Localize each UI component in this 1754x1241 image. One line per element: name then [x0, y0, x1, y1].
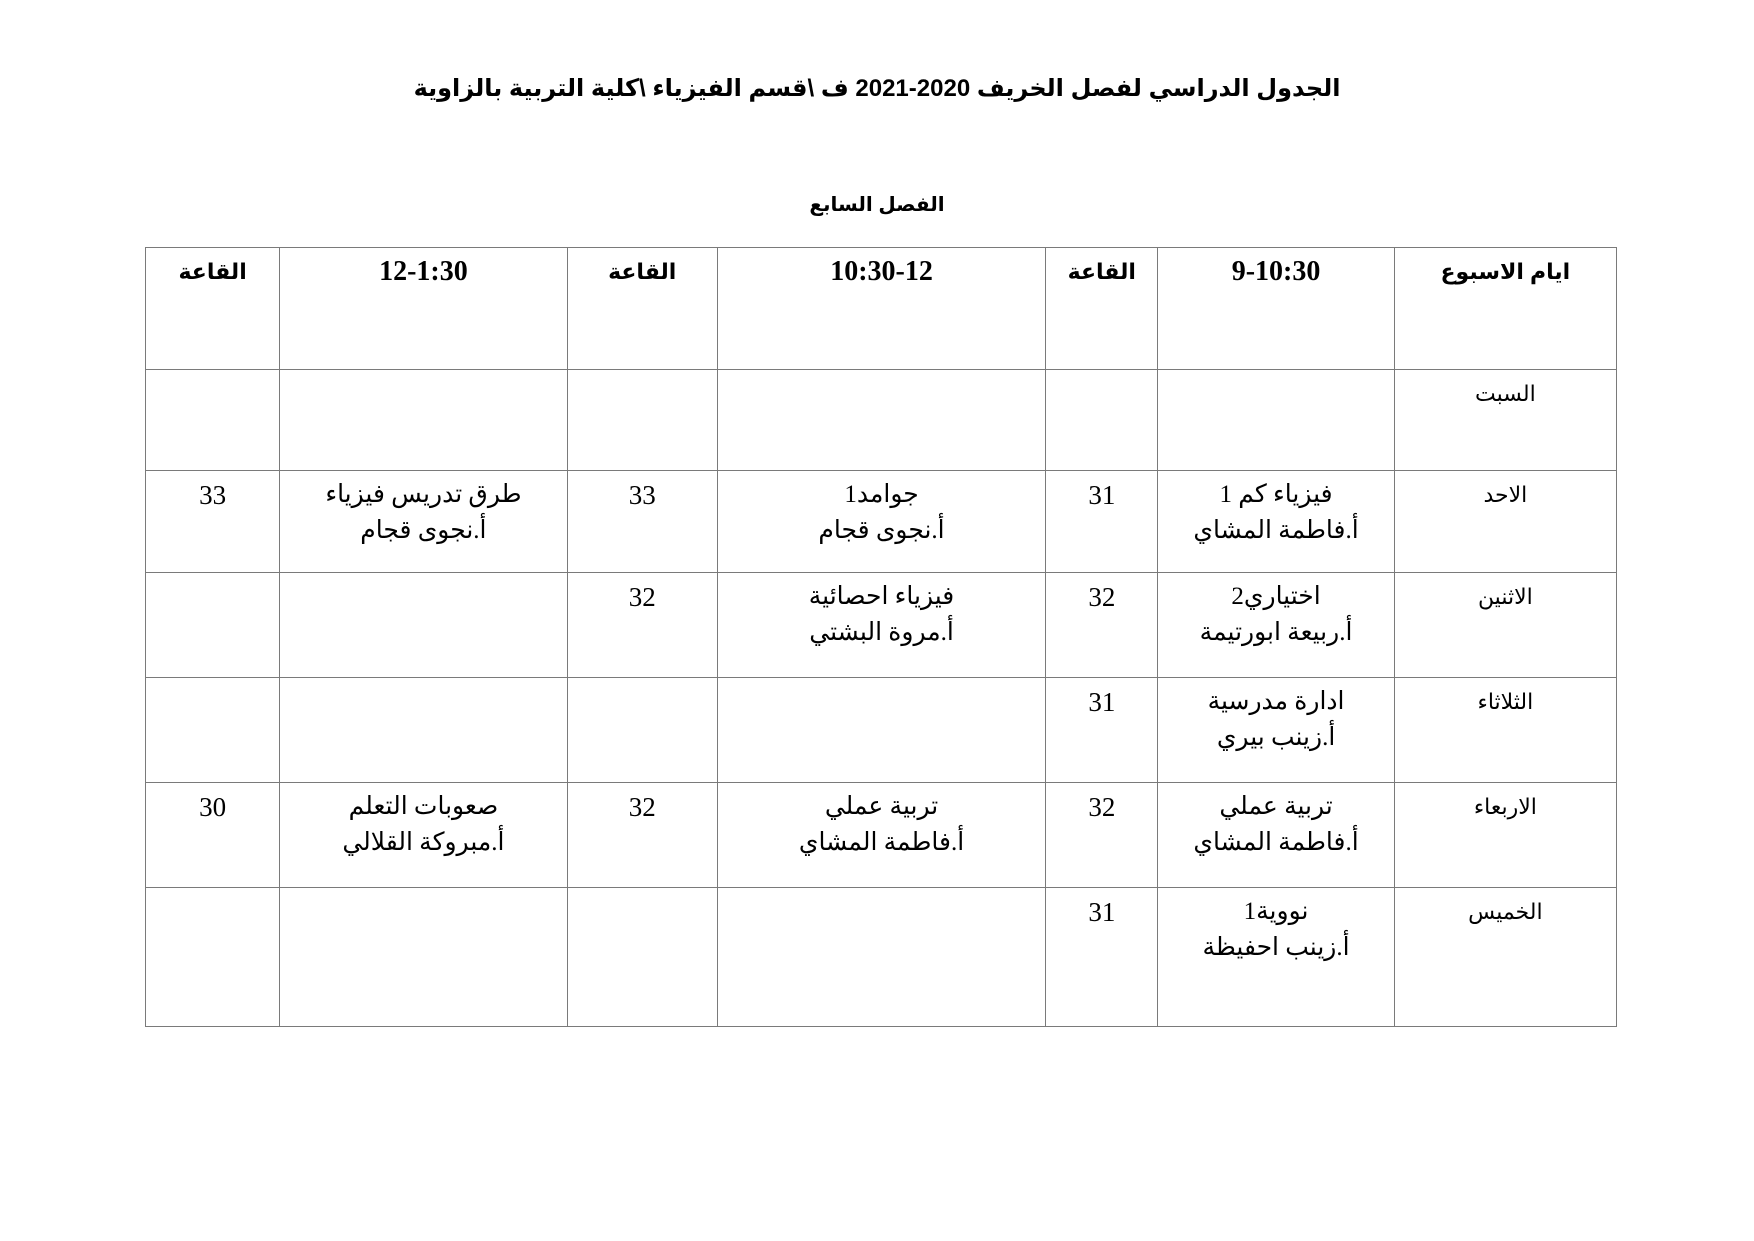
slot-cell	[1158, 888, 1394, 1027]
slot-cell	[717, 471, 1045, 573]
table-row	[146, 573, 1617, 678]
room-cell: 32	[567, 573, 717, 678]
teacher-name: أ.ربيعة ابورتيمة	[1199, 619, 1353, 646]
day-cell: السبت	[1394, 370, 1616, 471]
room-cell	[146, 370, 280, 471]
slot-cell	[280, 471, 567, 573]
teacher-name: أ.زينب بيري	[1216, 724, 1336, 751]
room-cell	[567, 888, 717, 1027]
day-cell: الثلاثاء	[1394, 678, 1616, 783]
room-cell: 33	[567, 471, 717, 573]
room-cell	[146, 573, 280, 678]
course-name: ادارة مدرسية	[1207, 688, 1345, 715]
header-slot-2: 10:30-12	[717, 248, 1045, 370]
header-room-3: القاعة	[146, 248, 280, 370]
header-slot-1: 9-10:30	[1158, 248, 1394, 370]
room-cell	[1046, 370, 1158, 471]
teacher-name: أ.فاطمة المشاي	[1193, 517, 1359, 544]
slot-cell	[717, 573, 1045, 678]
course-name: فيزياء احصائية	[808, 583, 955, 610]
room-cell: 32	[1046, 573, 1158, 678]
day-cell: الاحد	[1394, 471, 1616, 573]
course-name: تربية عملي	[1219, 793, 1333, 820]
course-name: طرق تدريس فيزياء	[325, 481, 522, 508]
table-row	[146, 471, 1617, 573]
course-name: جوامد1	[844, 481, 919, 508]
room-cell: 33	[146, 471, 280, 573]
room-cell	[567, 678, 717, 783]
course-name: اختياري2	[1231, 583, 1321, 610]
day-cell: الاثنين	[1394, 573, 1616, 678]
teacher-name: أ.مروة البشتي	[809, 619, 954, 646]
teacher-name: أ.زينب احفيظة	[1202, 934, 1350, 961]
room-cell: 32	[567, 783, 717, 888]
header-row	[146, 248, 1617, 370]
course-name: تربية عملي	[824, 793, 939, 820]
table-row	[146, 370, 1617, 471]
teacher-name: أ.نجوى قجام	[360, 517, 487, 544]
semester-title: الفصل السابع	[809, 194, 945, 216]
course-name: نووية1	[1243, 898, 1309, 925]
room-cell	[567, 370, 717, 471]
slot-cell	[717, 888, 1045, 1027]
header-days: ايام الاسبوع	[1394, 248, 1616, 370]
day-cell: الخميس	[1394, 888, 1616, 1027]
slot-cell	[1158, 370, 1394, 471]
header-slot-3: 12-1:30	[280, 248, 567, 370]
room-cell: 32	[1046, 783, 1158, 888]
room-cell: 30	[146, 783, 280, 888]
slot-cell	[280, 678, 567, 783]
page-title: الجدول الدراسي لفصل الخريف 2020-2021 ف \قسم الفيزياء \كلية التربية بالزاوية	[413, 75, 1341, 102]
teacher-name: أ.مبروكة القلالي	[342, 829, 505, 856]
table-row	[146, 783, 1617, 888]
header-room-1: القاعة	[1046, 248, 1158, 370]
teacher-name: أ.نجوى قجام	[818, 517, 945, 544]
slot-cell	[1158, 783, 1394, 888]
slot-cell	[280, 573, 567, 678]
table-row	[146, 678, 1617, 783]
schedule-table	[145, 247, 1617, 1027]
room-cell: 31	[1046, 471, 1158, 573]
slot-cell	[717, 370, 1045, 471]
room-cell	[146, 678, 280, 783]
course-name: فيزياء كم 1	[1219, 481, 1333, 508]
header-room-2: القاعة	[567, 248, 717, 370]
teacher-name: أ.فاطمة المشاي	[798, 829, 965, 856]
slot-cell	[717, 678, 1045, 783]
room-cell	[146, 888, 280, 1027]
room-cell: 31	[1046, 678, 1158, 783]
slot-cell	[280, 783, 567, 888]
day-cell: الاربعاء	[1394, 783, 1616, 888]
slot-cell	[280, 370, 567, 471]
slot-cell	[1158, 471, 1394, 573]
slot-cell	[280, 888, 567, 1027]
room-cell: 31	[1046, 888, 1158, 1027]
slot-cell	[1158, 678, 1394, 783]
course-name: صعوبات التعلم	[348, 793, 499, 820]
teacher-name: أ.فاطمة المشاي	[1193, 829, 1359, 856]
slot-cell	[1158, 573, 1394, 678]
slot-cell	[717, 783, 1045, 888]
table-row	[146, 888, 1617, 1027]
